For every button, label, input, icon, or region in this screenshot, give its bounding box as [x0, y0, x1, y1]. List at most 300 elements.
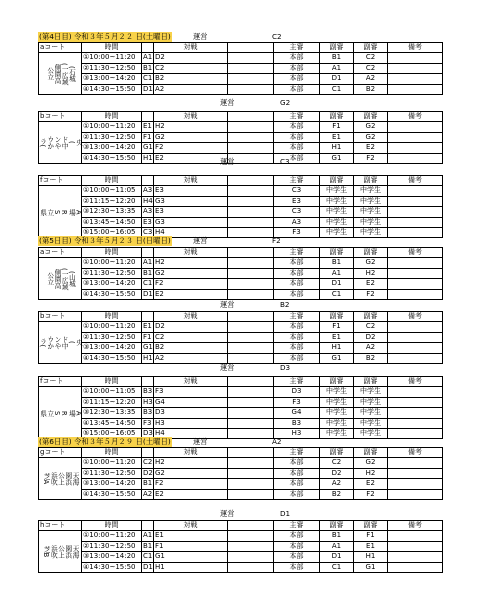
- notes-cell: [388, 186, 443, 196]
- court-block: [38, 247, 443, 300]
- header-sub2: 副審: [354, 448, 388, 458]
- court-label: fコート: [39, 377, 82, 387]
- team2-cell: E2: [154, 289, 228, 299]
- court-label: hコート: [39, 521, 82, 531]
- team2-cell: G3: [154, 217, 228, 227]
- time-cell: ③13:00~14:20: [82, 74, 142, 84]
- organizer-label: 運営: [220, 300, 235, 309]
- court-label: aコート: [39, 248, 82, 258]
- blank-cell: [228, 552, 274, 562]
- header-notes: 備考: [388, 43, 443, 53]
- header-time: 時間: [82, 248, 142, 258]
- organizer-court: B2: [280, 300, 290, 309]
- organizer-court: D1: [280, 509, 291, 518]
- organizer-court: F2: [272, 236, 281, 245]
- notes-cell: [388, 53, 443, 63]
- table-row: [39, 53, 443, 63]
- venue-text: (: [67, 341, 76, 344]
- sub2-cell: E2: [354, 479, 388, 489]
- organizer-label: 運営: [220, 363, 235, 372]
- team1-cell: A2: [143, 489, 153, 498]
- venue-text: R: [60, 209, 69, 215]
- sub2-cell: A2: [354, 343, 388, 353]
- sub2-cell: B2: [354, 353, 388, 363]
- sub2-cell: G2: [354, 258, 388, 268]
- header-sub2: 副審: [354, 176, 388, 186]
- header-notes: 備考: [388, 176, 443, 186]
- table-row: [39, 132, 443, 142]
- schedule-table: [38, 247, 443, 300]
- time-cell: ④14:30~15:50: [82, 84, 142, 94]
- venue-text: 園浜: [63, 472, 72, 486]
- venue-text: 公上: [56, 472, 65, 486]
- chief-cell: 本部: [274, 132, 320, 142]
- sub2-cell: 中学生: [354, 186, 388, 196]
- notes-cell: [388, 143, 443, 153]
- venue-name: [39, 186, 81, 237]
- chief-cell: 本部: [274, 332, 320, 342]
- blank-cell: [228, 387, 274, 397]
- chief-cell: H3: [274, 429, 320, 439]
- sub1-cell: C2: [320, 458, 354, 468]
- venue-cell: [39, 458, 82, 500]
- header-chief: 主審: [274, 112, 320, 122]
- table-row: [39, 541, 443, 551]
- sub2-cell: G2: [354, 122, 388, 132]
- time-cell: ③13:00~14:20: [82, 479, 142, 489]
- sub1-cell: G1: [320, 353, 354, 363]
- time-cell: ③12:30~13:35: [82, 207, 142, 217]
- sub2-cell: C2: [354, 53, 388, 63]
- team1-cell: C1: [143, 552, 153, 561]
- header-match: 対戦: [154, 448, 228, 458]
- venue-text: R: [60, 410, 69, 416]
- sub2-cell: H1: [354, 552, 388, 562]
- team1-cell: E1: [143, 322, 152, 331]
- notes-cell: [388, 343, 443, 353]
- sub2-cell: G2: [354, 132, 388, 142]
- team1-cell: A1: [143, 531, 153, 540]
- chief-cell: 本部: [274, 122, 320, 132]
- header-match: 対戦: [154, 248, 228, 258]
- sub1-cell: A2: [320, 479, 354, 489]
- header-chief: 主審: [274, 43, 320, 53]
- sub2-cell: C2: [354, 63, 388, 73]
- sub1-cell: 中学生: [320, 228, 354, 238]
- venue-text: (山城: [67, 270, 76, 287]
- header-sub1: 副審: [320, 448, 354, 458]
- sub1-cell: E1: [320, 332, 354, 342]
- header-time: 時間: [82, 312, 142, 322]
- team1-cell: C1: [143, 279, 153, 288]
- header-sub2: 副審: [354, 112, 388, 122]
- sub1-cell: G1: [320, 153, 354, 163]
- blank-cell: [228, 186, 274, 196]
- table-row: [39, 279, 443, 289]
- team1-cell: F1: [142, 332, 154, 342]
- venue-text: ラ(: [38, 338, 47, 348]
- team1-cell: H4: [143, 196, 153, 205]
- team2-cell: A2: [154, 353, 228, 363]
- header-sub1: 副審: [320, 112, 354, 122]
- chief-cell: C3: [274, 186, 320, 196]
- schedule-table: [38, 447, 443, 500]
- schedule-table: [38, 175, 443, 238]
- sub1-cell: B2: [320, 489, 354, 499]
- blank-cell: [228, 153, 274, 163]
- sub2-cell: 中学生: [354, 196, 388, 206]
- blank-cell: [228, 132, 274, 142]
- sub2-cell: 中学生: [354, 207, 388, 217]
- table-row: [39, 217, 443, 227]
- venue-text: 公立: [45, 272, 54, 286]
- chief-cell: B3: [274, 418, 320, 428]
- time-cell: ③13:00~14:20: [82, 552, 142, 562]
- header-sub1: 副審: [320, 312, 354, 322]
- notes-cell: [388, 132, 443, 142]
- day-header: [38, 236, 172, 246]
- table-row: [39, 468, 443, 478]
- table-row: [39, 84, 443, 94]
- time-cell: ②11:15~12:20: [82, 196, 142, 206]
- time-cell: ③13:00~14:20: [82, 143, 142, 153]
- notes-cell: [388, 489, 443, 499]
- court-label: aコート: [39, 43, 82, 53]
- chief-cell: 本部: [274, 353, 320, 363]
- blank-cell: [228, 207, 274, 217]
- header-blank: [142, 312, 154, 322]
- venue-name: [39, 458, 81, 499]
- schedule-table: [38, 111, 443, 164]
- blank-cell: [228, 122, 274, 132]
- chief-cell: 本部: [274, 458, 320, 468]
- sub1-cell: B1: [320, 53, 354, 63]
- team2-cell: E3: [154, 207, 228, 217]
- sub1-cell: A1: [320, 63, 354, 73]
- venue-text: A: [74, 410, 83, 416]
- blank-cell: [228, 228, 274, 238]
- header-sub2: 副審: [354, 377, 388, 387]
- time-cell: ②11:30~12:50: [82, 268, 142, 278]
- venue-text: S: [53, 209, 61, 215]
- sub1-cell: H1: [320, 343, 354, 353]
- venue-name: [39, 258, 81, 299]
- notes-cell: [388, 387, 443, 397]
- time-cell: ②11:30~12:50: [82, 63, 142, 73]
- venue-cell: [39, 186, 82, 238]
- sub2-cell: G2: [354, 458, 388, 468]
- team1-cell: H1: [143, 153, 153, 162]
- team2-cell: E2: [154, 153, 228, 163]
- header-chief: 主審: [274, 176, 320, 186]
- day-header: [38, 32, 172, 42]
- sub1-cell: A1: [320, 268, 354, 278]
- header-sub2: 副審: [354, 43, 388, 53]
- time-cell: ②11:30~12:50: [82, 541, 142, 551]
- header-blank: [228, 521, 274, 531]
- header-row: [39, 248, 443, 258]
- header-time: 時間: [82, 377, 142, 387]
- organizer-label: 運営: [220, 509, 235, 518]
- team2-cell: F1: [154, 541, 228, 551]
- team2-cell: D2: [154, 322, 228, 332]
- time-cell: ③12:30~13:35: [82, 408, 142, 418]
- table-row: [39, 343, 443, 353]
- sub1-cell: C1: [320, 562, 354, 572]
- chief-cell: 本部: [274, 268, 320, 278]
- notes-cell: [388, 468, 443, 478]
- header-sub2: 副審: [354, 521, 388, 531]
- organizer-court: C2: [272, 32, 282, 41]
- table-row: [39, 387, 443, 397]
- header-chief: 主審: [274, 377, 320, 387]
- table-row: [39, 353, 443, 363]
- sub2-cell: 中学生: [354, 387, 388, 397]
- time-cell: ①10:00~11:20: [82, 322, 142, 332]
- team1-cell: D3: [143, 429, 153, 438]
- venue-text: 側園高: [53, 63, 61, 84]
- blank-cell: [228, 196, 274, 206]
- sub1-cell: 中学生: [320, 429, 354, 439]
- team1-cell: C3: [143, 228, 153, 237]
- blank-cell: [228, 322, 274, 332]
- table-row: [39, 479, 443, 489]
- time-cell: ②11:30~12:50: [82, 132, 142, 142]
- table-row: [39, 74, 443, 84]
- blank-cell: [228, 541, 274, 551]
- day-label: (第6日目) 令和３年５月２９ 日(土曜日): [39, 437, 171, 446]
- notes-cell: [388, 418, 443, 428]
- chief-cell: 本部: [274, 531, 320, 541]
- team2-cell: G4: [154, 397, 228, 407]
- notes-cell: [388, 268, 443, 278]
- notes-cell: [388, 562, 443, 572]
- blank-cell: [228, 289, 274, 299]
- venue-text: 立: [45, 409, 54, 417]
- table-row: [39, 186, 443, 196]
- notes-cell: [388, 479, 443, 489]
- venue-cell: [39, 387, 82, 439]
- organizer-label: 運営: [193, 236, 208, 245]
- table-row: [39, 552, 443, 562]
- notes-cell: [388, 531, 443, 541]
- venue-text: ンや: [53, 136, 61, 150]
- court-label: bコート: [39, 312, 82, 322]
- header-sub2: 副審: [354, 312, 388, 322]
- chief-cell: D3: [274, 387, 320, 397]
- sub1-cell: 中学生: [320, 397, 354, 407]
- venue-cell: [39, 258, 82, 300]
- team1-cell: B1: [143, 541, 153, 550]
- venue-name: [39, 531, 81, 572]
- notes-cell: [388, 279, 443, 289]
- sub1-cell: D1: [320, 74, 354, 84]
- venue-text: S: [53, 410, 61, 416]
- time-cell: ④14:30~15:50: [82, 489, 142, 499]
- court-block: [38, 311, 443, 364]
- team2-cell: H2: [154, 258, 228, 268]
- header-time: 時間: [82, 112, 142, 122]
- header-sub1: 副審: [320, 176, 354, 186]
- table-row: [39, 122, 443, 132]
- sub2-cell: F1: [354, 531, 388, 541]
- team2-cell: E2: [154, 489, 228, 499]
- team2-cell: G2: [154, 132, 228, 142]
- team1-cell: D1: [143, 562, 153, 571]
- header-chief: 主審: [274, 248, 320, 258]
- notes-cell: [388, 289, 443, 299]
- header-sub2: 副審: [354, 248, 388, 258]
- venue-text: 場: [67, 208, 76, 216]
- venue-text: 芝A: [42, 473, 51, 485]
- table-row: [39, 268, 443, 278]
- blank-cell: [228, 562, 274, 572]
- chief-cell: E3: [274, 196, 320, 206]
- time-cell: ④14:30~15:50: [82, 289, 142, 299]
- blank-cell: [228, 418, 274, 428]
- chief-cell: 本部: [274, 258, 320, 268]
- table-row: [39, 196, 443, 206]
- blank-cell: [228, 429, 274, 439]
- time-cell: ⑤15:00~16:05: [82, 429, 142, 439]
- header-blank: [142, 43, 154, 53]
- venue-text: 側園高: [53, 268, 61, 289]
- chief-cell: A3: [274, 217, 320, 227]
- header-blank: [142, 448, 154, 458]
- sub1-cell: B1: [320, 531, 354, 541]
- notes-cell: [388, 153, 443, 163]
- chief-cell: 本部: [274, 343, 320, 353]
- sub2-cell: H2: [354, 468, 388, 478]
- chief-cell: 本部: [274, 489, 320, 499]
- header-notes: 備考: [388, 248, 443, 258]
- header-blank: [142, 176, 154, 186]
- header-blank: [228, 176, 274, 186]
- blank-cell: [228, 397, 274, 407]
- table-row: [39, 418, 443, 428]
- chief-cell: 本部: [274, 74, 320, 84]
- organizer-label: 運営: [220, 98, 235, 107]
- header-time: 時間: [82, 176, 142, 186]
- header-blank: [228, 43, 274, 53]
- header-blank: [142, 112, 154, 122]
- venue-cell: [39, 322, 82, 364]
- venue-text: ウか: [45, 136, 54, 150]
- venue-name: [39, 53, 81, 94]
- chief-cell: 本部: [274, 468, 320, 478]
- venue-text: 央: [74, 139, 83, 147]
- chief-cell: F3: [274, 397, 320, 407]
- time-cell: ①10:00~11:20: [82, 122, 142, 132]
- notes-cell: [388, 122, 443, 132]
- day-label: (第4日目) 令和３年５月２２ 日(土曜日): [39, 32, 171, 41]
- header-row: [39, 43, 443, 53]
- header-sub1: 副審: [320, 521, 354, 531]
- chief-cell: 本部: [274, 153, 320, 163]
- chief-cell: 本部: [274, 322, 320, 332]
- header-time: 時間: [82, 448, 142, 458]
- time-cell: ④14:30~15:50: [82, 562, 142, 572]
- venue-cell: [39, 531, 82, 573]
- header-row: [39, 448, 443, 458]
- team1-cell: A1: [143, 53, 153, 62]
- team2-cell: H4: [154, 228, 228, 238]
- header-time: 時間: [82, 521, 142, 531]
- notes-cell: [388, 217, 443, 227]
- sub2-cell: E1: [354, 541, 388, 551]
- team1-cell: G1: [143, 343, 153, 352]
- venue-text: ウか: [45, 336, 54, 350]
- notes-cell: [388, 196, 443, 206]
- blank-cell: [228, 279, 274, 289]
- chief-cell: G4: [274, 408, 320, 418]
- team1-cell: A3: [143, 186, 153, 195]
- organizer-court: C3: [280, 157, 290, 166]
- team1-cell: A3: [143, 207, 153, 216]
- blank-cell: [228, 63, 274, 73]
- header-blank: [228, 377, 274, 387]
- day-label: (第5日目) 令和３年５月２３ 日(日曜日): [39, 236, 171, 245]
- team1-cell: C1: [143, 74, 153, 83]
- team1-cell: B1: [143, 479, 153, 488]
- organizer-label: 運営: [193, 32, 208, 41]
- organizer-court: A2: [272, 437, 282, 446]
- notes-cell: [388, 74, 443, 84]
- time-cell: ④13:45~14:50: [82, 418, 142, 428]
- team1-cell: H3: [143, 397, 153, 406]
- sub1-cell: F1: [320, 322, 354, 332]
- chief-cell: F3: [274, 228, 320, 238]
- notes-cell: [388, 84, 443, 94]
- table-row: [39, 258, 443, 268]
- table-row: [39, 153, 443, 163]
- schedule-table: [38, 42, 443, 95]
- header-blank: [142, 377, 154, 387]
- team1-cell: B1: [143, 63, 153, 72]
- team2-cell: E3: [154, 186, 228, 196]
- team1-cell: B1: [143, 268, 153, 277]
- blank-cell: [228, 258, 274, 268]
- sub2-cell: H2: [354, 268, 388, 278]
- header-time: 時間: [82, 43, 142, 53]
- venue-text: 浜吹: [49, 545, 58, 559]
- sub2-cell: F2: [354, 489, 388, 499]
- blank-cell: [228, 332, 274, 342]
- header-notes: 備考: [388, 448, 443, 458]
- table-row: [39, 489, 443, 499]
- header-blank: [142, 248, 154, 258]
- team2-cell: H2: [154, 458, 228, 468]
- time-cell: ①10:00~11:20: [82, 258, 142, 268]
- court-block: [38, 447, 443, 500]
- time-cell: ②11:30~12:50: [82, 332, 142, 342]
- header-chief: 主審: [274, 312, 320, 322]
- header-notes: 備考: [388, 112, 443, 122]
- notes-cell: [388, 541, 443, 551]
- venue-cell: [39, 122, 82, 164]
- blank-cell: [228, 353, 274, 363]
- team2-cell: F2: [154, 279, 228, 289]
- team1-cell: G1: [143, 143, 153, 152]
- table-row: [39, 458, 443, 468]
- team2-cell: H1: [154, 562, 228, 572]
- court-block: [38, 175, 443, 238]
- table-row: [39, 143, 443, 153]
- header-sub1: 副審: [320, 43, 354, 53]
- team2-cell: C2: [154, 63, 228, 73]
- chief-cell: 本部: [274, 541, 320, 551]
- sub2-cell: 中学生: [354, 418, 388, 428]
